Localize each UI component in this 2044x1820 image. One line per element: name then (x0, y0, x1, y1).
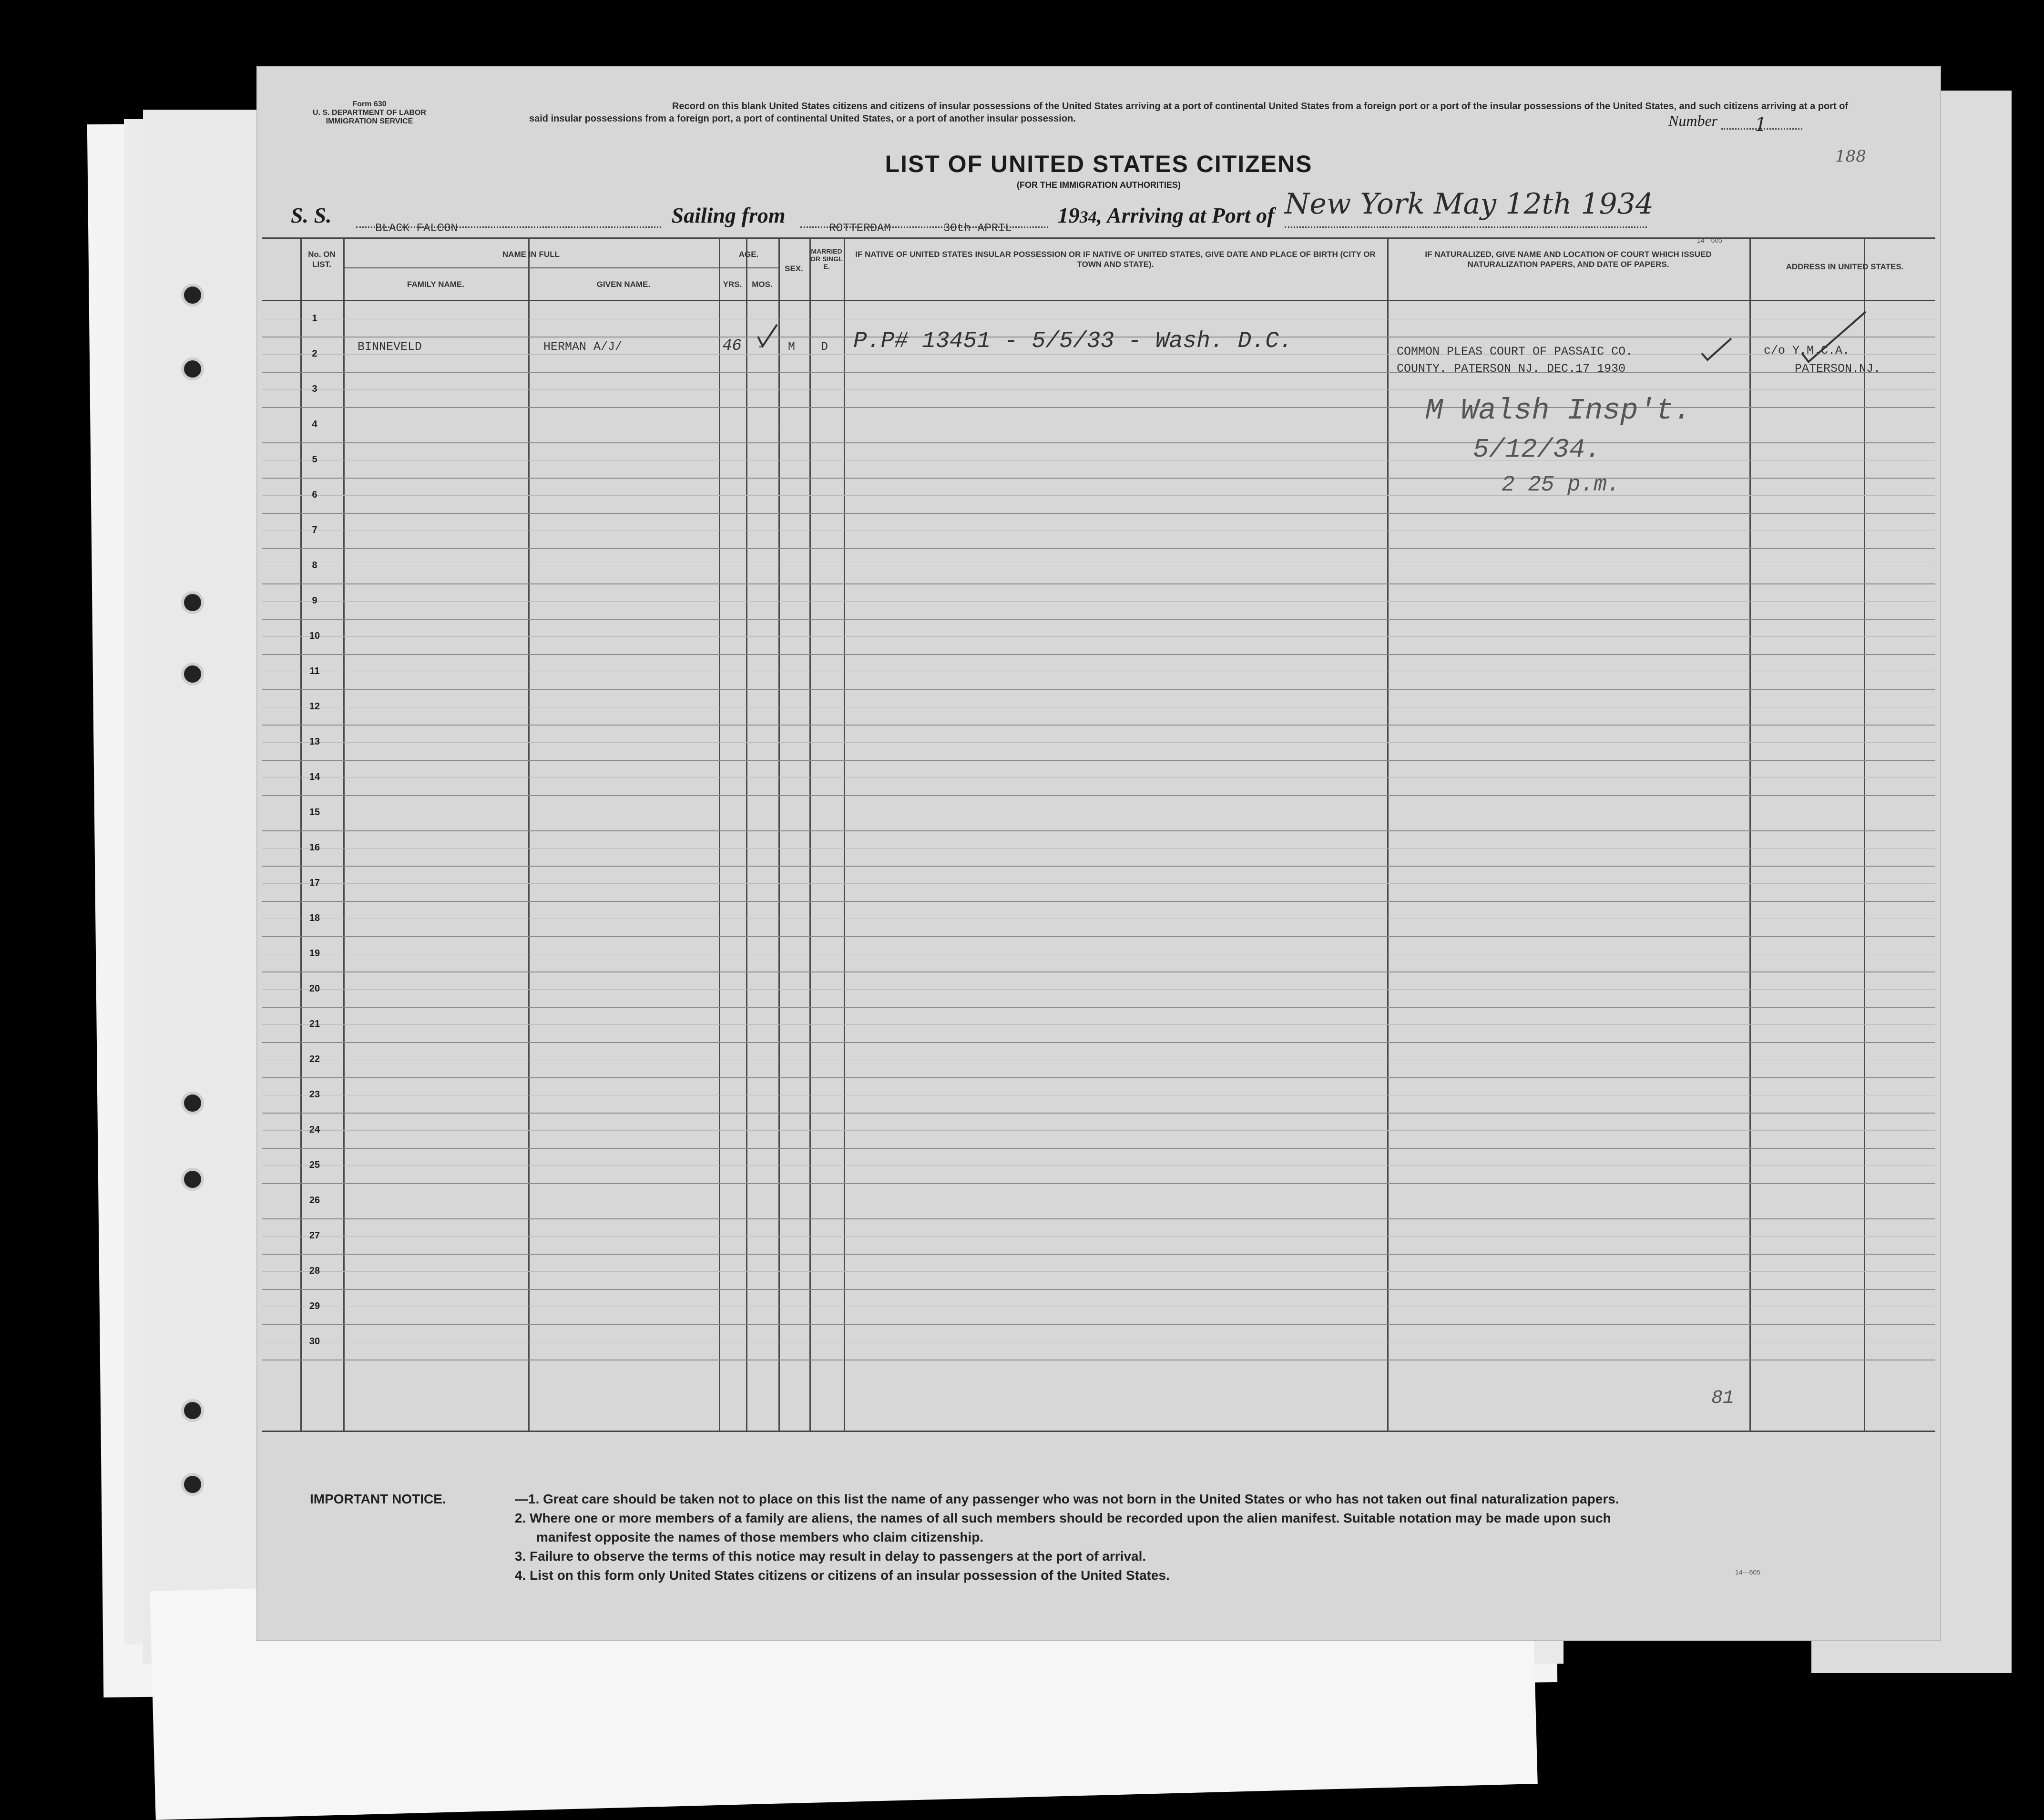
binder-hole (181, 591, 204, 614)
row-number: 19 (309, 948, 320, 959)
row-number: 26 (309, 1195, 320, 1206)
binder-hole (181, 1473, 204, 1496)
row-number: 23 (309, 1089, 320, 1100)
row-number: 14 (309, 772, 320, 782)
voyage-line (291, 187, 1654, 241)
table-row (262, 936, 1935, 972)
inspection-time: 2 25 p.m. (1502, 472, 1620, 497)
table-row (262, 1254, 1935, 1290)
table-row (262, 866, 1935, 902)
row-number: 6 (312, 490, 317, 500)
table-row (262, 1324, 1935, 1360)
page-mark: 81 (1711, 1388, 1735, 1409)
given-name: HERMAN A/J/ (543, 340, 623, 354)
table-row (262, 1289, 1935, 1325)
binder-hole (181, 284, 204, 307)
row-number: 20 (309, 983, 320, 994)
arrival-info: New York May 12th 1934 (1284, 187, 1654, 221)
notice-3: 3. Failure to observe the terms of this notice may result in delay to passengers at the port of arrival. (515, 1549, 1146, 1564)
departure-port: ROTTERDAM (829, 222, 891, 235)
table-row (262, 478, 1935, 514)
header-native: IF NATIVE OF UNITED STATES INSULAR POSSESSION OR IF NATIVE OF UNITED STATES, GIVE DATE AND PLACE OF BIRTH (CITY OR TOWN AND STATE). (855, 250, 1376, 269)
table-row (262, 1148, 1935, 1184)
print-code: 14—605 (1697, 236, 1722, 244)
row-number: 11 (309, 666, 320, 676)
notice-2a: 2. Where one or more members of a family are aliens, the names of all such members should be recorded upon the alien manifest. Suitable notation may be made upon such (515, 1511, 1611, 1525)
table-row (262, 689, 1935, 726)
header-sex: SEX. (785, 264, 803, 273)
row-number: 29 (309, 1301, 320, 1311)
row-number: 30 (309, 1336, 320, 1347)
table-row (262, 1113, 1935, 1149)
table-row (262, 513, 1935, 549)
sheet-count: 188 (1835, 147, 1866, 166)
important-notice (310, 1490, 1883, 1585)
table-row (262, 583, 1935, 620)
service: IMMIGRATION SERVICE (326, 117, 413, 125)
passport-note: P.P# 13451 - 5/5/33 - Wash. D.C. (853, 328, 1293, 354)
citizen-list-form (257, 67, 1940, 1640)
address-line-1: c/o Y.M.C.A. (1764, 344, 1850, 358)
header-yrs: YRS. (723, 280, 742, 289)
ss-label: S. S. (291, 203, 332, 227)
ship-name: BLACK FALCON (375, 222, 458, 235)
table-row (262, 619, 1935, 655)
header-given: GIVEN NAME. (596, 280, 651, 289)
row-number: 4 (312, 419, 317, 429)
row-number: 22 (309, 1054, 320, 1064)
year-prefix: 19 (1057, 203, 1080, 227)
binder-hole (181, 663, 204, 685)
row-number: 15 (309, 807, 320, 818)
row-number: 1 (312, 313, 317, 324)
row-number: 27 (309, 1230, 320, 1241)
row-number: 8 (312, 560, 317, 571)
table-row (262, 1218, 1935, 1255)
table-row (262, 1183, 1935, 1219)
table-row (262, 830, 1935, 867)
header-age: AGE. (738, 250, 759, 259)
year-suffix: 34 (1079, 207, 1097, 226)
row-number: 3 (312, 384, 317, 394)
departure-date: 30th APRIL (943, 222, 1012, 235)
notice-label: IMPORTANT NOTICE. (310, 1492, 446, 1506)
binder-hole (181, 1399, 204, 1422)
notice-4: 4. List on this form only United States citizens or citizens of an insular possession of the United States. (515, 1568, 1170, 1583)
inspector-signature: M Walsh Insp't. (1425, 394, 1692, 428)
table-row (262, 548, 1935, 584)
court-line-1: COMMON PLEAS COURT OF PASSAIC CO. (1397, 345, 1633, 358)
list-number (1668, 112, 1802, 136)
binder-hole (181, 358, 204, 380)
table-row (262, 795, 1935, 831)
table-row (262, 1007, 1935, 1043)
age-months: - (757, 340, 765, 354)
row-number: 5 (312, 454, 317, 465)
court-line-2: COUNTY. PATERSON NJ. DEC.17 1930 (1397, 362, 1626, 376)
row-number: 16 (309, 842, 320, 853)
row-number: 2 (312, 348, 317, 359)
row-number: 24 (309, 1125, 320, 1135)
table-row (262, 1077, 1935, 1114)
family-name: BINNEVELD (358, 340, 422, 354)
table-row (262, 725, 1935, 761)
form-subtitle: (FOR THE IMMIGRATION AUTHORITIES) (1017, 180, 1181, 190)
notice-1: —1. Great care should be taken not to place on this list the name of any passenger who was not born in the United States or who has not taken out final naturalization papers. (515, 1492, 1619, 1506)
number-label: Number (1668, 112, 1718, 129)
header-naturalized: IF NATURALIZED, GIVE NAME AND LOCATION OF COURT WHICH ISSUED NATURALIZATION PAPERS, AND DATE OF PAPERS. (1425, 250, 1712, 269)
form-header-left (291, 100, 448, 126)
table-row (262, 971, 1935, 1008)
table-row (262, 442, 1935, 479)
table-row (262, 1042, 1935, 1078)
row-number: 10 (309, 631, 320, 641)
row-number: 25 (309, 1160, 320, 1170)
row-number: 28 (309, 1266, 320, 1276)
inspection-date: 5/12/34. (1473, 434, 1601, 465)
age-years: 46 (722, 337, 742, 355)
row-number: 12 (309, 701, 320, 712)
binder-hole (181, 1092, 204, 1114)
row-number: 13 (309, 736, 320, 747)
address-line-2: PATERSON.NJ. (1795, 362, 1881, 376)
table-row (262, 654, 1935, 690)
header-no: No. ON LIST. (308, 250, 336, 269)
binder-hole (181, 1168, 204, 1191)
header-married: MARRIED OR SINGLE. (810, 247, 843, 270)
passenger-table (262, 237, 1935, 1432)
header-name-in-full: NAME IN FULL (502, 250, 560, 259)
header-address: ADDRESS IN UNITED STATES. (1786, 262, 1904, 271)
notice-code: 14—605 (1735, 1568, 1760, 1576)
marital-status: D (821, 340, 828, 354)
record-instructions: Record on this blank United States citizens and citizens of insular possessions of the United States arriving at a port of continental United States from a foreign port or a port of the insular possessions of the United States, and such citizens arriving at a port of said insular possessions from a foreign port, a port of continental United States, or a port of another insular possession. (529, 101, 1849, 124)
row-number: 17 (309, 878, 320, 888)
sailing-label: Sailing from (671, 203, 786, 227)
notice-2b: manifest opposite the names of those members who claim citizenship. (536, 1530, 984, 1544)
form-title: LIST OF UNITED STATES CITIZENS (885, 151, 1313, 177)
number-value: 1 (1755, 114, 1767, 136)
header-mos: MOS. (752, 280, 773, 289)
table-row (262, 901, 1935, 937)
row-number: 18 (309, 913, 320, 923)
row-number: 9 (312, 595, 317, 606)
row-number: 7 (312, 525, 317, 535)
form-number: Form 630 (352, 100, 387, 108)
department: U. S. DEPARTMENT OF LABOR (313, 109, 426, 117)
sex: M (788, 340, 796, 354)
row-number: 21 (309, 1019, 320, 1029)
arriving-label: , Arriving at Port of (1096, 203, 1275, 227)
table-row (262, 760, 1935, 796)
header-family: FAMILY NAME. (407, 280, 464, 289)
